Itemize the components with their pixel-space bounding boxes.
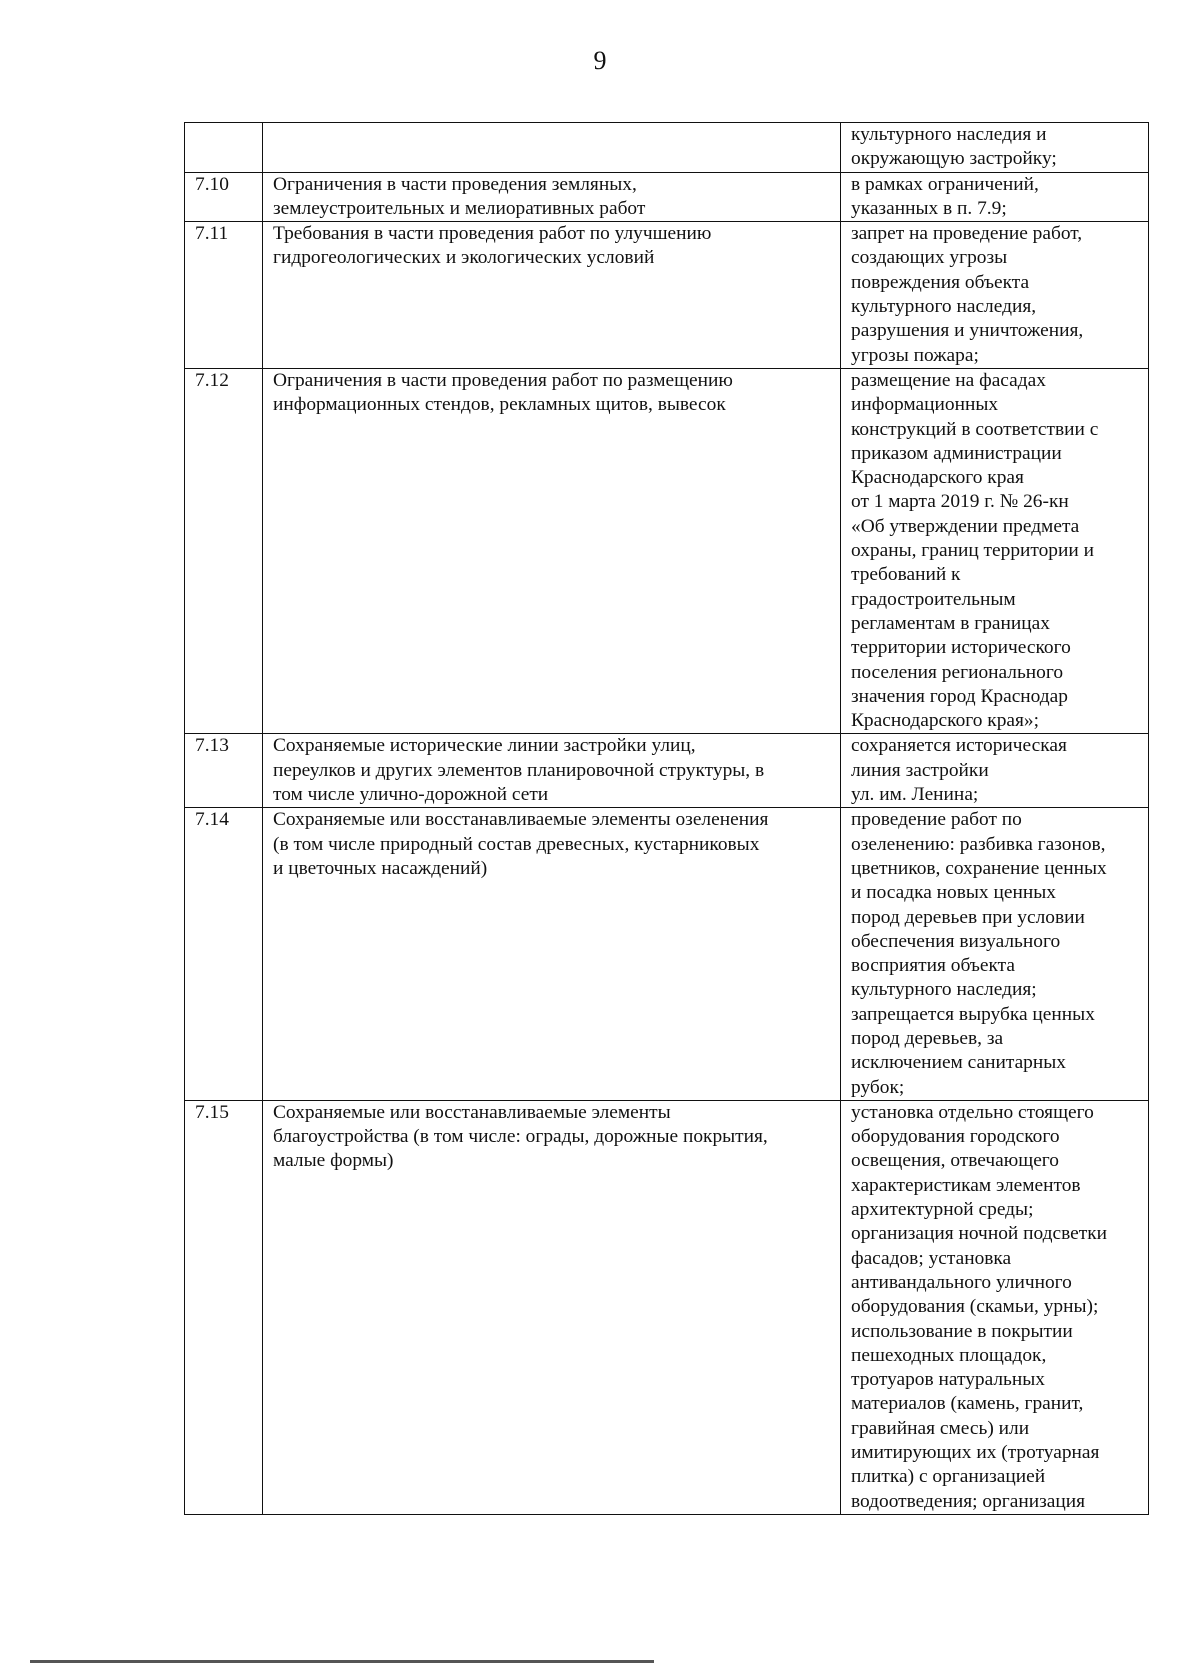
table-row [185, 1100, 1149, 1514]
requirement-cell: размещение на фасадах информационных конструкций в соответствии с приказом администрации Краснодарского края от 1 марта 2019 г. № 26-кн «Об утверждении предмета охраны, границ территории и требований к градостроительным регламентам в границах территории исторического поселения регионального значения город Краснодар Краснодарского края»; [841, 368, 1149, 733]
restrictions-table [184, 122, 1149, 1515]
page-number: 9 [593, 46, 607, 75]
table-row [185, 123, 1149, 173]
requirement-cell: запрет на проведение работ, создающих угрозы повреждения объекта культурного наследия, разрушения и уничтожения, угрозы пожара; [841, 222, 1149, 369]
item-name-cell: Сохраняемые или восстанавливаемые элементы озеленения (в том числе природный состав древесных, кустарниковых и цветочных насаждений) [263, 808, 841, 1101]
requirement-cell: в рамках ограничений, указанных в п. 7.9; [841, 172, 1149, 222]
requirement-cell: культурного наследия и окружающую застройку; [841, 123, 1149, 173]
item-name-cell: Сохраняемые или восстанавливаемые элементы благоустройства (в том числе: ограды, дорожные покрытия, малые формы) [263, 1100, 841, 1514]
table-row [185, 734, 1149, 808]
item-name-cell: Ограничения в части проведения работ по размещению информационных стендов, рекламных щитов, вывесок [263, 368, 841, 733]
row-number-cell [185, 123, 263, 173]
item-name-cell: Требования в части проведения работ по улучшению гидрогеологических и экологических условий [263, 222, 841, 369]
item-name-cell: Сохраняемые исторические линии застройки улиц, переулков и других элементов планировочной структуры, в том числе улично-дорожной сети [263, 734, 841, 808]
row-number-cell: 7.14 [185, 808, 263, 1101]
row-number-cell: 7.10 [185, 172, 263, 222]
footer-divider [30, 1660, 654, 1663]
requirement-cell: сохраняется историческая линия застройки ул. им. Ленина; [841, 734, 1149, 808]
table-row [185, 172, 1149, 222]
row-number-cell: 7.15 [185, 1100, 263, 1514]
requirement-cell: проведение работ по озеленению: разбивка газонов, цветников, сохранение ценных и посадка новых ценных пород деревьев при условии обеспечения визуального восприятия объекта культурного наследия; запрещается вырубка ценных пород деревьев, за исключением санитарных рубок; [841, 808, 1149, 1101]
table-row [185, 368, 1149, 733]
table-row [185, 222, 1149, 369]
table-row [185, 808, 1149, 1101]
row-number-cell: 7.13 [185, 734, 263, 808]
requirement-cell: установка отдельно стоящего оборудования городского освещения, отвечающего характеристикам элементов архитектурной среды; организация ночной подсветки фасадов; установка антивандального уличного оборудования (скамьи, урны); использование в покрытии пешеходных площадок, тротуаров натуральных материалов (камень, гранит, гравийная смесь) или имитирующих их (тротуарная плитка) с организацией водоотведения; организация [841, 1100, 1149, 1514]
item-name-cell: Ограничения в части проведения земляных, землеустроительных и мелиоративных работ [263, 172, 841, 222]
item-name-cell [263, 123, 841, 173]
row-number-cell: 7.12 [185, 368, 263, 733]
row-number-cell: 7.11 [185, 222, 263, 369]
